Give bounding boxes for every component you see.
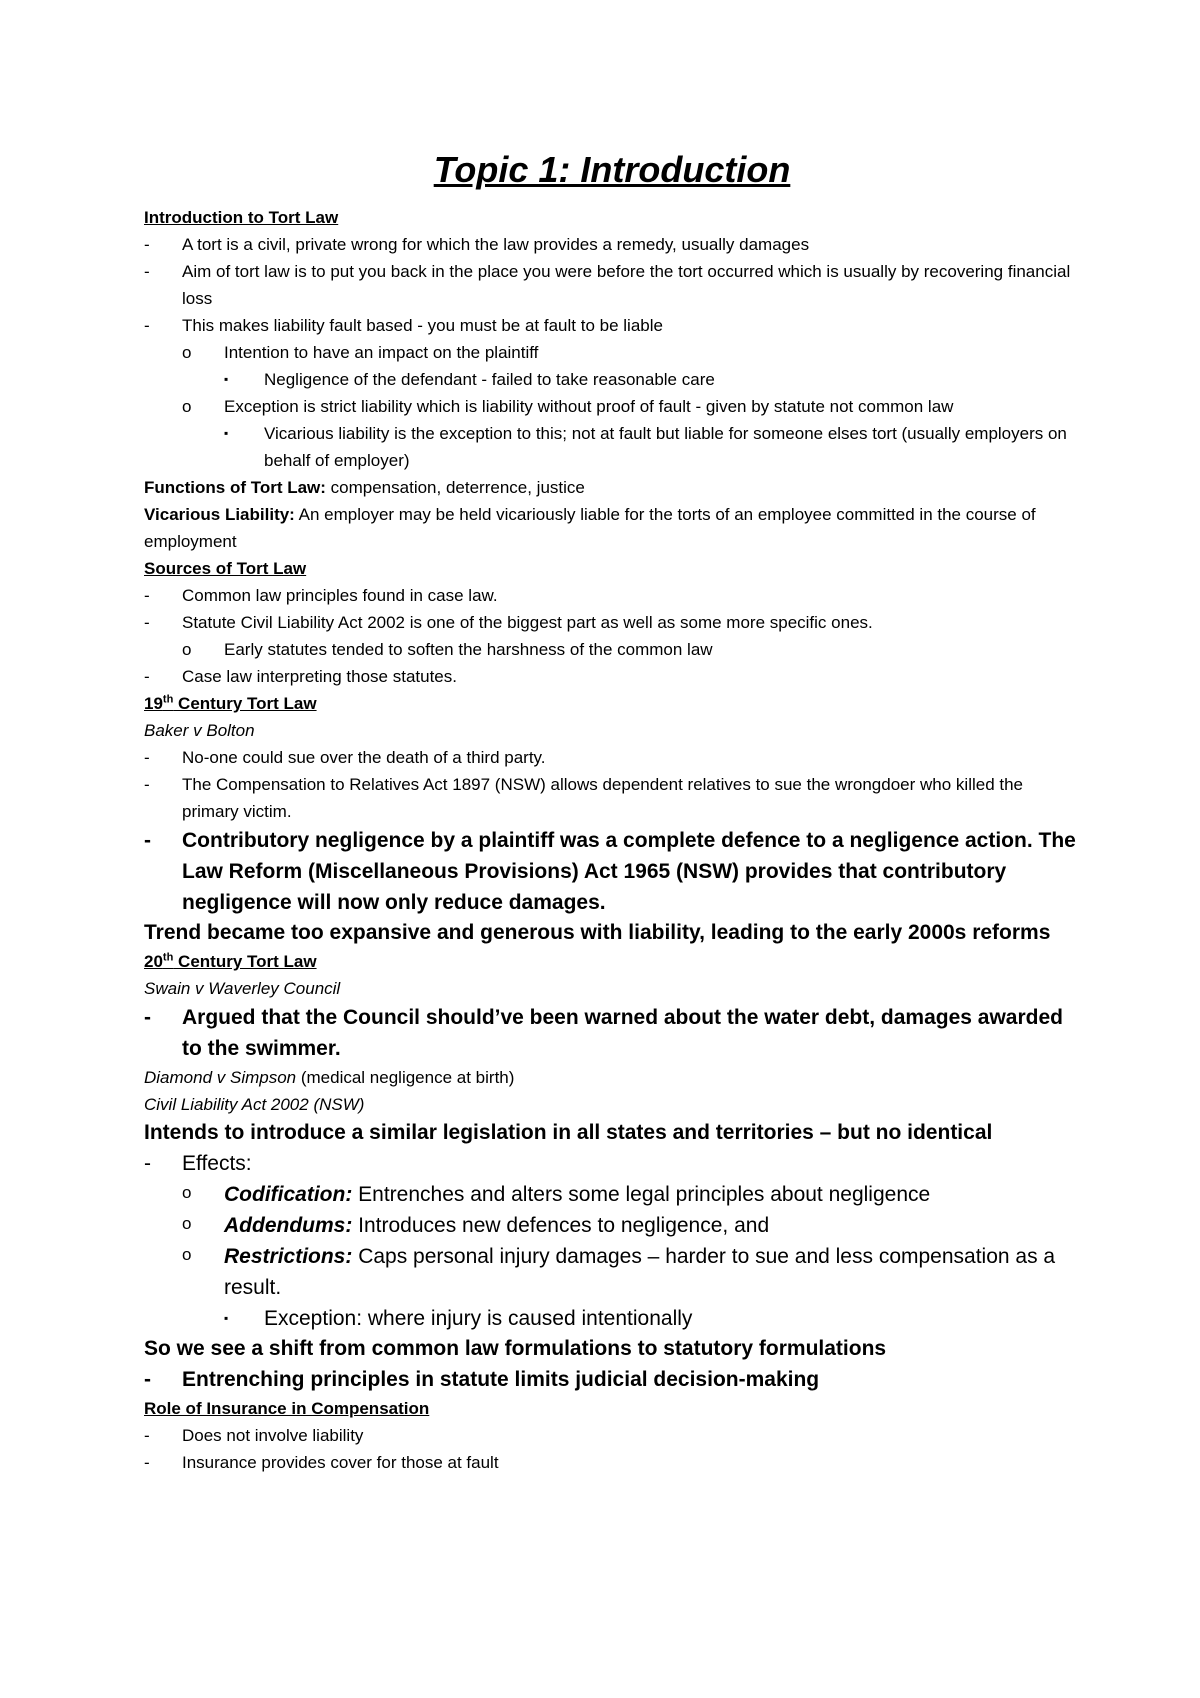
list-item-text: Effects: — [182, 1151, 252, 1175]
list-item-text — [224, 1179, 1080, 1210]
list-item-text: Does not involve liability — [182, 1425, 364, 1445]
effect-text: Introduces new defences to negligence, and — [352, 1213, 770, 1237]
vicarious-paragraph — [144, 501, 1080, 555]
list-item-text: Argued that the Council should’ve been warned about the water debt, damages awarded to the swimmer. — [182, 1005, 1063, 1060]
dash-marker: - — [144, 1151, 151, 1175]
list-item-text: A tort is a civil, private wrong for which the law provides a remedy, usually damages — [182, 234, 810, 254]
list-item-text: Exception is strict liability which is liability without proof of fault - given by statute not common law — [224, 396, 954, 416]
list-item — [144, 1002, 1080, 1064]
list-item — [144, 1179, 1080, 1210]
effect-text: Caps personal injury damages – harder to sue and less compensation as a result. — [224, 1244, 1056, 1299]
intends-paragraph: Intends to introduce a similar legislation in all states and territories – but no identical — [144, 1120, 993, 1144]
list-item — [144, 339, 1080, 366]
list-item-text: Early statutes tended to soften the harshness of the common law — [224, 639, 713, 659]
list-item — [144, 744, 1080, 771]
dash-marker: - — [144, 1452, 150, 1472]
heading-19th-century — [144, 690, 1080, 717]
effect-label: Restrictions: — [224, 1244, 353, 1268]
functions-text: compensation, deterrence, justice — [325, 477, 585, 497]
dash-marker: - — [144, 1005, 151, 1029]
list-item — [144, 1210, 1080, 1241]
dash-marker: - — [144, 1425, 150, 1445]
dash-marker: - — [144, 315, 150, 335]
dash-marker: - — [144, 666, 150, 686]
list-item — [144, 1241, 1080, 1303]
list-item-text: The Compensation to Relatives Act 1897 (NSW) allows dependent relatives to sue the wrongdoer who killed the primary victim. — [182, 774, 1024, 821]
page-title: Topic 1: Introduction — [433, 149, 791, 190]
square-marker: ▪ — [224, 1310, 229, 1325]
heading-number: 20 — [144, 951, 163, 971]
list-item-text: Negligence of the defendant - failed to take reasonable care — [264, 369, 715, 389]
circle-marker: o — [182, 1213, 192, 1233]
list-item-text: Insurance provides cover for those at fault — [182, 1452, 499, 1472]
list-item-text: No-one could sue over the death of a third party. — [182, 747, 546, 767]
case-line — [144, 1064, 1080, 1091]
list-item — [144, 1422, 1080, 1449]
list-item-text: Intention to have an impact on the plaintiff — [224, 342, 539, 362]
list-item-text: This makes liability fault based - you must be at fault to be liable — [182, 315, 663, 335]
functions-label: Functions of Tort Law: — [144, 477, 326, 497]
circle-marker: o — [182, 1244, 192, 1264]
vicarious-text: An employer may be held vicariously liable for the torts of an employee committed in the course of employment — [144, 504, 1036, 551]
dash-marker: - — [144, 234, 150, 254]
list-item-text — [224, 1241, 1080, 1303]
list-item-text: Case law interpreting those statutes. — [182, 666, 457, 686]
list-item — [144, 636, 1080, 663]
list-item — [144, 420, 1080, 474]
list-item — [144, 1303, 1080, 1334]
dash-marker: - — [144, 612, 150, 632]
heading-rest: Century Tort Law — [173, 951, 317, 971]
list-item-text: Statute Civil Liability Act 2002 is one of the biggest part as well as some more specific ones. — [182, 612, 873, 632]
list-item — [144, 609, 1080, 636]
statute-name: Civil Liability Act 2002 (NSW) — [144, 1094, 365, 1114]
effect-text: Entrenches and alters some legal principles about negligence — [352, 1182, 931, 1206]
heading-number: 19 — [144, 693, 163, 713]
dash-marker: - — [144, 747, 150, 767]
effect-label: Addendums: — [224, 1213, 353, 1237]
case-name: Swain v Waverley Council — [144, 978, 341, 998]
list-item — [144, 231, 1080, 258]
list-item — [144, 366, 1080, 393]
list-item-text: Exception: where injury is caused intentionally — [264, 1306, 693, 1330]
dash-marker: - — [144, 585, 150, 605]
trend-paragraph: Trend became too expansive and generous with liability, leading to the early 2000s reforms — [144, 920, 1051, 944]
list-item — [144, 771, 1080, 825]
list-item-text: Entrenching principles in statute limits judicial decision-making — [182, 1367, 820, 1391]
heading-insurance: Role of Insurance in Compensation — [144, 1398, 430, 1418]
list-item-text — [224, 1210, 1080, 1241]
circle-marker: o — [182, 1182, 192, 1202]
heading-sources: Sources of Tort Law — [144, 558, 307, 578]
effect-label: Codification: — [224, 1182, 353, 1206]
list-item-text: Aim of tort law is to put you back in the place you were before the tort occurred which is usually by recovering financial loss — [182, 261, 1071, 308]
list-item — [144, 1449, 1080, 1476]
list-item — [144, 312, 1080, 339]
square-marker: ▪ — [224, 371, 229, 386]
heading-rest: Century Tort Law — [173, 693, 317, 713]
dash-marker: - — [144, 261, 150, 281]
vicarious-label: Vicarious Liability: — [144, 504, 295, 524]
shift-paragraph: So we see a shift from common law formulations to statutory formulations — [144, 1336, 887, 1360]
list-item — [144, 1148, 1080, 1179]
dash-marker: - — [144, 1367, 151, 1391]
list-item — [144, 1364, 1080, 1395]
list-item-text: Contributory negligence by a plaintiff was a complete defence to a negligence action. The Law Reform (Miscellaneous Provisions) Act 1965 (NSW) provides that contributory negligence will now only reduce damages. — [182, 828, 1076, 914]
functions-paragraph — [144, 474, 1080, 501]
list-item-text: Vicarious liability is the exception to this; not at fault but liable for someone elses tort (usually employers on behalf of employer) — [264, 423, 1067, 470]
square-marker: ▪ — [224, 425, 229, 440]
list-item-text: Common law principles found in case law. — [182, 585, 498, 605]
list-item — [144, 582, 1080, 609]
case-name: Diamond v Simpson — [144, 1067, 297, 1087]
list-item — [144, 393, 1080, 420]
list-item — [144, 258, 1080, 312]
circle-marker: o — [182, 396, 192, 416]
circle-marker: o — [182, 342, 192, 362]
dash-marker: - — [144, 774, 150, 794]
dash-marker: - — [144, 828, 151, 852]
list-item — [144, 663, 1080, 690]
heading-superscript: th — [162, 950, 174, 963]
circle-marker: o — [182, 639, 192, 659]
list-item — [144, 825, 1080, 918]
case-note: (medical negligence at birth) — [296, 1067, 515, 1087]
heading-superscript: th — [162, 692, 174, 705]
heading-20th-century — [144, 948, 1080, 975]
heading-introduction: Introduction to Tort Law — [144, 207, 339, 227]
case-name: Baker v Bolton — [144, 720, 255, 740]
